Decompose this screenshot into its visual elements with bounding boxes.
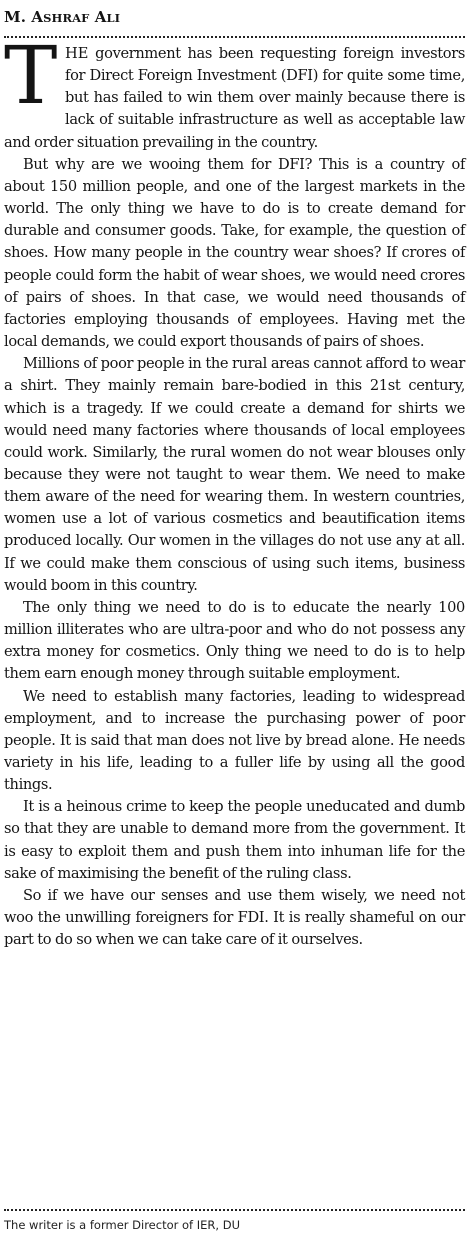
byline-initial: M. A bbox=[4, 8, 44, 26]
byline-surname-initial: A bbox=[89, 8, 107, 26]
byline-name-rest: SHRAF bbox=[43, 11, 90, 25]
paragraph-7: So if we have our senses and use them wisely, we need not woo the unwilling foreigners for FDI. It is really shameful on our part to do so when we can take care of it ourselves. bbox=[4, 886, 465, 949]
author-byline bbox=[4, 0, 465, 30]
article-body bbox=[4, 29, 465, 951]
drop-cap: T bbox=[4, 29, 58, 122]
paragraph-1 bbox=[4, 29, 465, 154]
paragraph-2: But why are we wooing them for DFI? This is a country of about 150 million people, and one of the largest markets in the world. The only thing we have to do is to create demand for durable and consumer goods. Take, for example, the question of shoes. How many people in the country wear shoes? If crores of people could form the habit of wear shoes, we would need crores of pairs of shoes. In that case, we would need thousands of factories employing thousands of employees. Having met the local demands, we could export thousands of pairs of shoes. bbox=[4, 155, 465, 351]
top-dotted-divider bbox=[4, 36, 465, 38]
bottom-dotted-divider bbox=[4, 1209, 465, 1211]
paragraph-5: We need to establish many factories, leading to widespread employment, and to increase the purchasing power of poor people. It is said that man does not live by bread alone. He needs variety in his life, leading to a fuller life by using all the good things. bbox=[4, 687, 465, 794]
paragraph-6: It is a heinous crime to keep the people uneducated and dumb so that they are unable to demand more from the government. It is easy to exploit them and push them into inhuman life for the sake of maximising the benefit of the ruling class. bbox=[4, 798, 465, 882]
article bbox=[4, 0, 465, 1236]
byline-surname-rest: LI bbox=[106, 11, 121, 25]
paragraph-4: The only thing we need to do is to educate the nearly 100 million illiterates who are ultra-poor and who do not possess any extra money for cosmetics. Only thing we need to do is to help them earn enough money through suitable employment. bbox=[4, 598, 465, 683]
author-footnote: The writer is a former Director of IER, DU bbox=[4, 1218, 240, 1232]
paragraph-3: Millions of poor people in the rural areas cannot afford to wear a shirt. They mainly remain bare-bodied in this 21st century, which is a tragedy. If we could create a demand for shirts we would need many factories where thousands of local employees could work. Similarly, the rural women do not wear blouses only because they were not taught to wear them. We need to make them aware of the need for wearing them. In western countries, women use a lot of various cosmetics and beautification items produced locally. Our women in the villages do not use any at all. If we could make them conscious of using such items, business would boom in this country. bbox=[4, 355, 465, 594]
paragraph-1-text: government has been requesting foreign investors for Direct Foreign Investment (DFI) for quite some time, but has failed to win them over mainly because there is lack of suitable infrastructure as well as acceptable law and order situation prevailing in the country. bbox=[4, 45, 465, 151]
paragraph-1-caps: HE bbox=[65, 45, 89, 62]
